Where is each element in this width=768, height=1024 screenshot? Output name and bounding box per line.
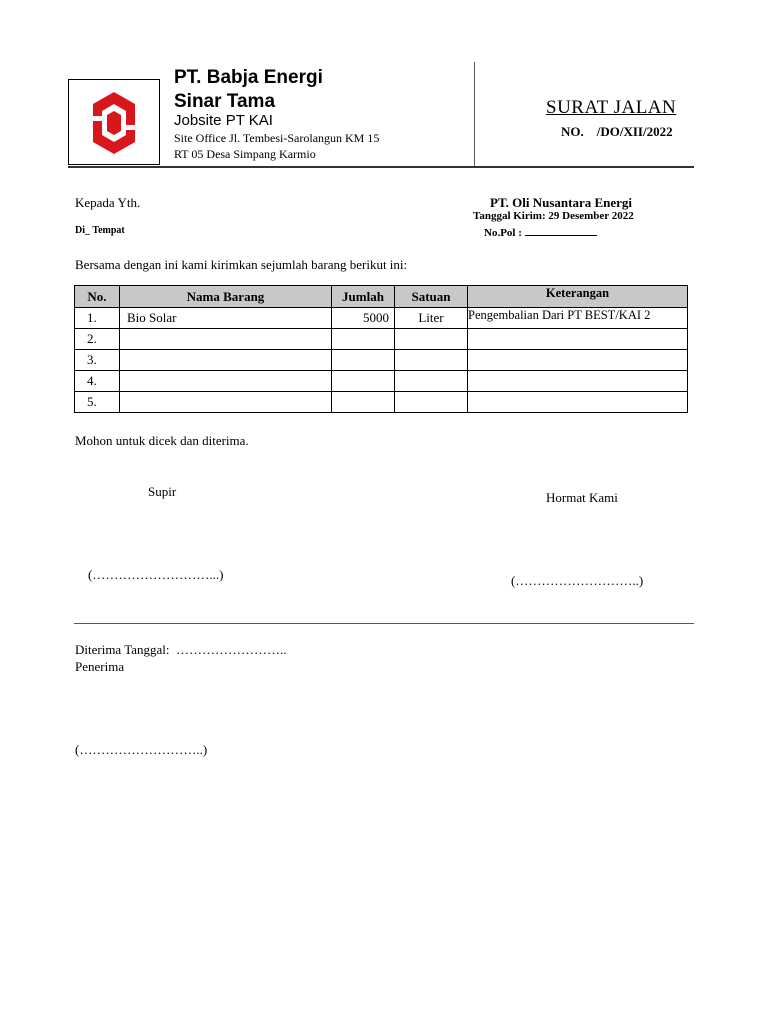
company-name — [174, 66, 474, 114]
cell-no: 4. — [75, 371, 120, 392]
header-unit: Satuan — [395, 286, 468, 308]
cell-note: Pengembalian Dari PT BEST/KAI 2 — [468, 308, 688, 329]
ship-date: Tanggal Kirim: 29 Desember 2022 — [473, 210, 634, 222]
address-line1: Site Office Jl. Tembesi-Sarolangun KM 15 — [174, 131, 380, 145]
received-date-line: Diterima Tanggal: …………………….. — [75, 642, 287, 657]
cell-note — [468, 392, 688, 413]
table-row — [75, 350, 688, 371]
closing-text: Mohon untuk dicek dan diterima. — [75, 433, 249, 448]
header-note: Keterangan — [468, 286, 688, 308]
cell-no: 1. — [75, 308, 120, 329]
intro-text: Bersama dengan ini kami kirimkan sejumlah barang berikut ini: — [75, 257, 408, 272]
recipient-company: PT. Oli Nusantara Energi — [490, 195, 633, 210]
table-row — [75, 329, 688, 350]
regards-signature-placeholder: (………………………..) — [511, 573, 644, 588]
footer-divider — [74, 623, 694, 624]
table-row — [75, 392, 688, 413]
cell-unit: Liter — [395, 308, 468, 329]
cell-name: Bio Solar — [120, 308, 332, 329]
receiver-label: Penerima — [75, 659, 125, 674]
addressee-place: Di_ Tempat — [75, 225, 125, 236]
address-line2: RT 05 Desa Simpang Karmio — [174, 147, 316, 161]
company-logo-frame — [68, 79, 160, 165]
jobsite-label: Jobsite PT KAI — [174, 112, 273, 129]
cell-no: 2. — [75, 329, 120, 350]
header-no: No. — [75, 286, 120, 308]
header-qty: Jumlah — [332, 286, 395, 308]
table-header-row — [75, 286, 688, 308]
table-row — [75, 371, 688, 392]
cell-qty — [332, 371, 395, 392]
vehicle-plate-blank — [525, 226, 597, 236]
driver-signature-label: Supir — [148, 484, 177, 499]
company-name-line1: PT. Babja Energi — [174, 67, 323, 88]
vehicle-plate-label: No.Pol : — [484, 227, 522, 239]
goods-table — [74, 285, 688, 413]
cell-note — [468, 371, 688, 392]
cell-no: 5. — [75, 392, 120, 413]
cell-name — [120, 392, 332, 413]
table-row — [75, 308, 688, 329]
cell-name — [120, 350, 332, 371]
document-number: NO. /DO/XII/2022 — [561, 124, 673, 139]
company-name-line2: Sinar Tama — [174, 91, 276, 112]
cell-note — [468, 350, 688, 371]
addressee-salutation: Kepada Yth. — [75, 195, 141, 210]
receiver-signature-placeholder: (………………………..) — [75, 742, 208, 757]
vehicle-plate-field — [484, 226, 597, 239]
cell-name — [120, 371, 332, 392]
header-divider-vertical — [474, 62, 475, 166]
document-title: SURAT JALAN — [546, 97, 677, 118]
cell-no: 3. — [75, 350, 120, 371]
red-hexagon-logo-icon — [91, 90, 137, 156]
cell-qty — [332, 350, 395, 371]
cell-unit — [395, 371, 468, 392]
cell-unit — [395, 392, 468, 413]
cell-unit — [395, 329, 468, 350]
driver-signature-placeholder: (………………………...) — [88, 567, 224, 582]
regards-signature-label: Hormat Kami — [546, 490, 618, 505]
cell-name — [120, 329, 332, 350]
header-name: Nama Barang — [120, 286, 332, 308]
cell-unit — [395, 350, 468, 371]
cell-qty — [332, 392, 395, 413]
cell-qty: 5000 — [332, 308, 395, 329]
header-divider-horizontal — [68, 166, 694, 168]
cell-qty — [332, 329, 395, 350]
cell-note — [468, 329, 688, 350]
